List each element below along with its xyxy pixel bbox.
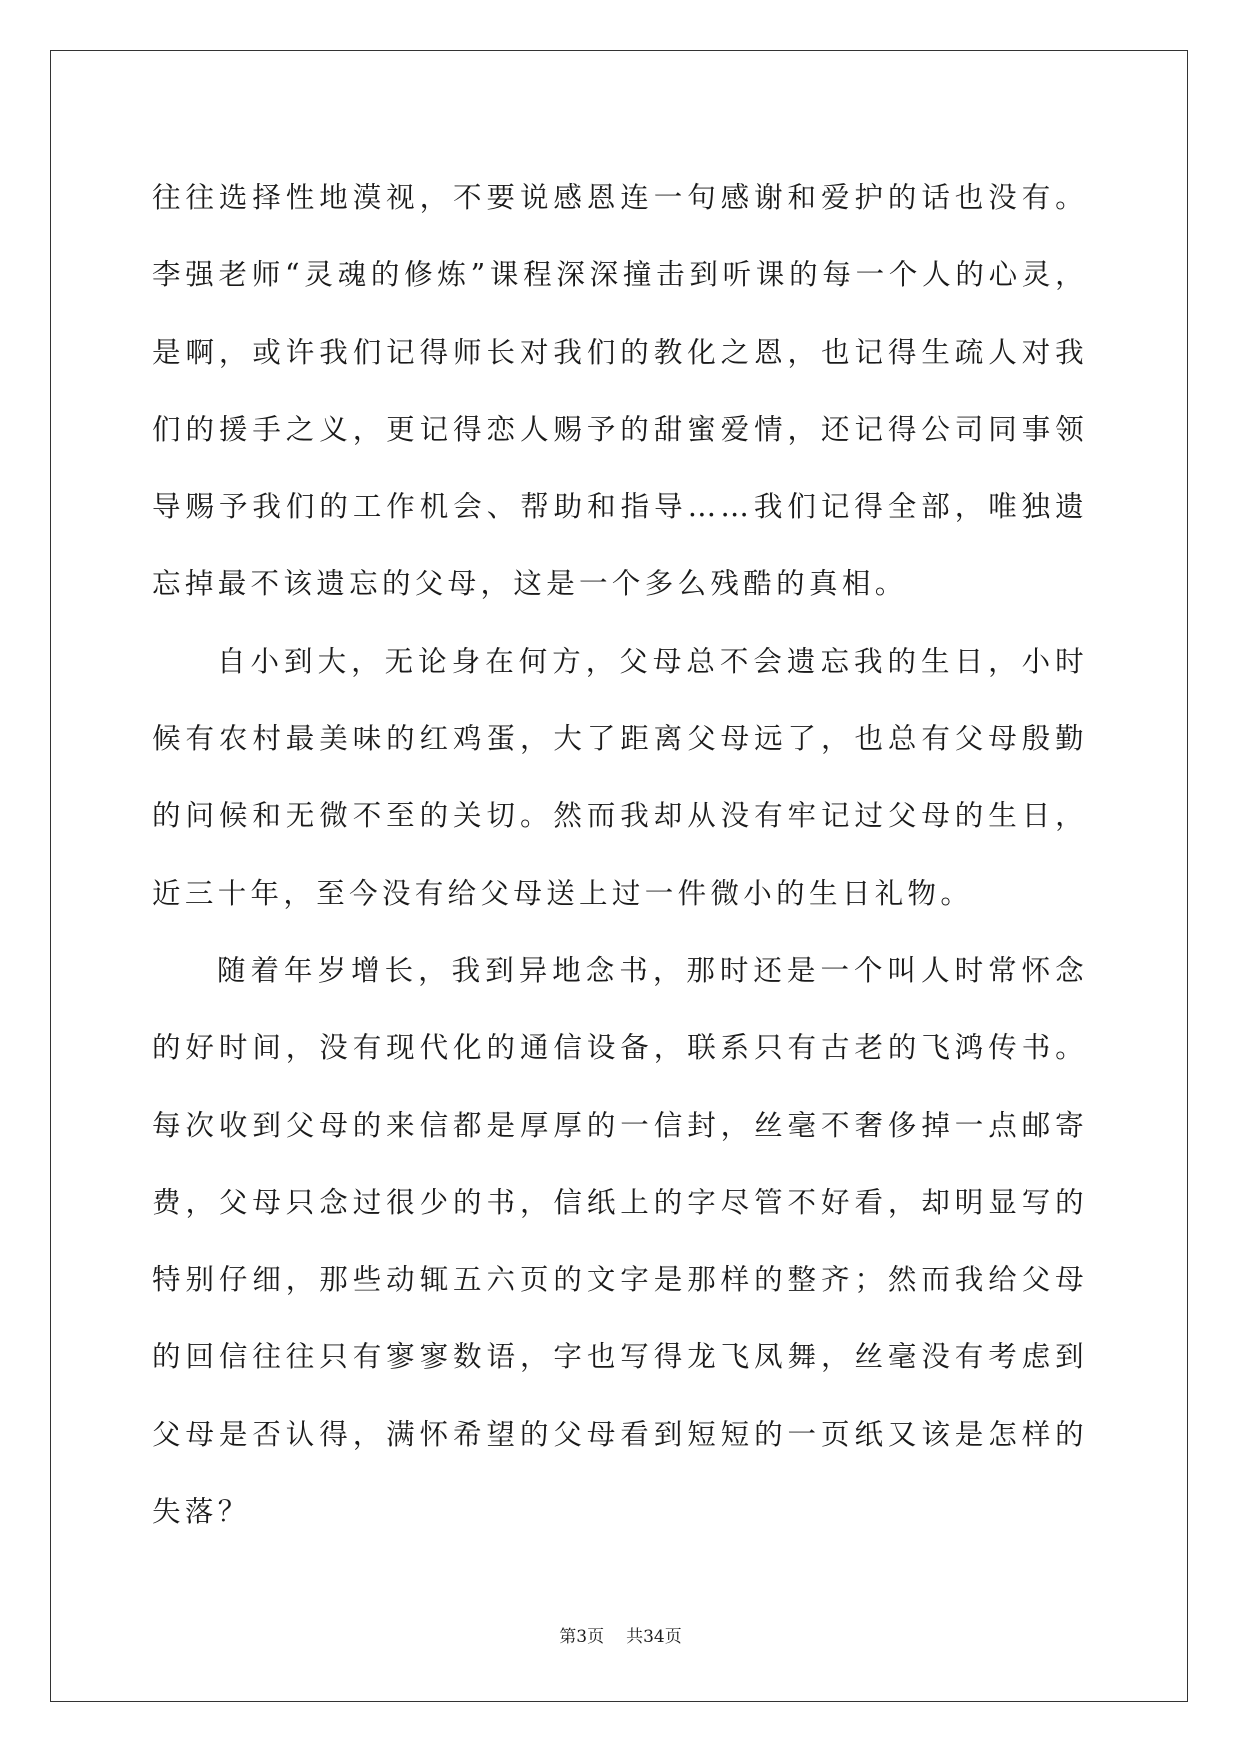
page-total: 共34页 (626, 1627, 682, 1647)
document-body (152, 159, 1088, 1550)
paragraph-2: 自小到大，无论身在何方，父母总不会遗忘我的生日，小时候有农村最美味的红鸡蛋，大了距离父母远了，也总有父母殷勤的问候和无微不至的关切。然而我却从没有牢记过父母的生日，近三十年，至今没有给父母送上过一件微小的生日礼物。 (152, 644, 1088, 910)
page-number: 第3页 (559, 1627, 605, 1647)
paragraph-1: 往往选择性地漠视，不要说感恩连一句感谢和爱护的话也没有。李强老师“灵魂的修炼”课程深深撞击到听课的每一个人的心灵，是啊，或许我们记得师长对我们的教化之恩，也记得生疏人对我们的援手之义，更记得恋人赐予的甜蜜爱情，还记得公司同事领导赐予我们的工作机会、帮助和指导……我们记得全部，唯独遗忘掉最不该遗忘的父母，这是一个多么残酷的真相。 (152, 181, 1088, 601)
paragraph-3: 随着年岁增长，我到异地念书，那时还是一个叫人时常怀念的好时间，没有现代化的通信设备，联系只有古老的飞鸿传书。每次收到父母的来信都是厚厚的一信封，丝毫不奢侈掉一点邮寄费，父母只念过很少的书，信纸上的字尽管不好看，却明显写的特别仔细，那些动辄五六页的文字是那样的整齐；然而我给父母的回信往往只有寥寥数语，字也写得龙飞凤舞，丝毫没有考虑到父母是否认得，满怀希望的父母看到短短的一页纸又该是怎样的失落？ (152, 953, 1088, 1529)
page-footer (0, 1626, 1241, 1648)
